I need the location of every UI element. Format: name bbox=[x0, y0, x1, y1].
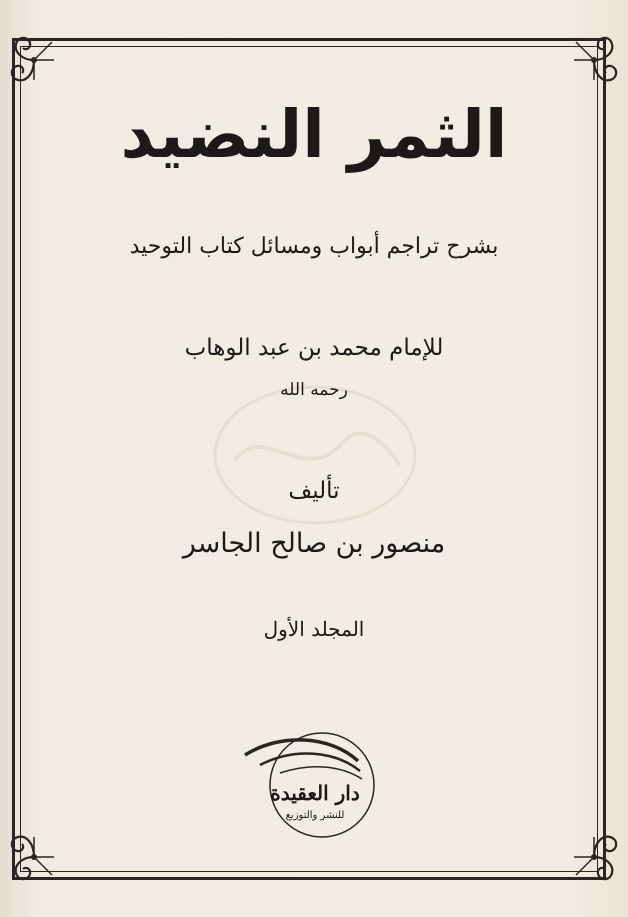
publisher-tagline: للنشر والتوزيع bbox=[285, 810, 345, 821]
talif-label: تأليف bbox=[288, 478, 340, 504]
book-title: الثمر النضيد bbox=[120, 96, 508, 173]
corner-ornament-icon bbox=[4, 827, 64, 887]
corner-ornament-icon bbox=[564, 827, 624, 887]
corner-ornament-icon bbox=[564, 30, 624, 90]
imam-attribution: للإمام محمد بن عبد الوهاب bbox=[184, 335, 444, 361]
book-subtitle: بشرح تراجم أبواب ومسائل كتاب التوحيد bbox=[129, 234, 499, 259]
author-name: منصور بن صالح الجاسر bbox=[182, 528, 446, 559]
rahimahu-allah: رحمه الله bbox=[280, 380, 348, 400]
volume-label: المجلد الأول bbox=[263, 617, 365, 641]
publisher-name: دار العقيدة bbox=[270, 781, 360, 805]
corner-ornament-icon bbox=[4, 30, 64, 90]
